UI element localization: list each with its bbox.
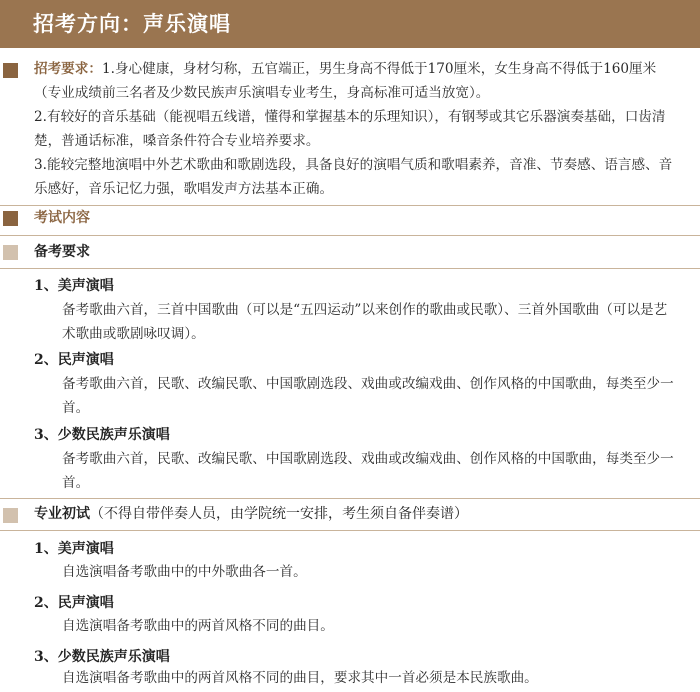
prep-item-2-heading: 2、民声演唱 <box>34 352 114 368</box>
requirement-item-3: 3.能较完整地演唱中外艺术歌曲和歌剧选段，具备良好的演唱气质和歌唱素养，音准、节奏感、语言感、音乐感好，音乐记忆力强，歌唱发声方法基本正确。 <box>34 157 673 197</box>
requirement-item-1: 1.身心健康，身材匀称，五官端正，男生身高不得低于170厘米，女生身高不得低于160厘米（专业成绩前三名者及少数民族声乐演唱专业考生，身高标准可适当放宽）。 <box>34 61 657 101</box>
prep-item-2-body: 备考歌曲六首，民歌、改编民歌、中国歌剧选段、戏曲或改编戏曲、创作风格的中国歌曲，每类至少一首。 <box>62 376 674 416</box>
divider <box>0 530 700 531</box>
exam-item-2-body: 自选演唱备考歌曲中的两首风格不同的曲目。 <box>62 618 334 634</box>
exam-content-heading: 考试内容 <box>34 210 90 226</box>
prep-item-1-body: 备考歌曲六首，三首中国歌曲（可以是“五四运动”以来创作的歌曲或民歌）、三首外国歌曲（可以是艺术歌曲或歌剧咏叹调）。 <box>62 302 668 342</box>
first-exam-note: （不得自带伴奏人员，由学院统一安排，考生须自备伴奏谱） <box>90 506 468 522</box>
divider <box>0 268 700 269</box>
prep-item-3-body: 备考歌曲六首，民歌、改编民歌、中国歌剧选段、戏曲或改编戏曲、创作风格的中国歌曲，每类至少一首。 <box>62 451 674 491</box>
first-exam-heading <box>34 504 468 524</box>
requirement-item-2: 2.有较好的音乐基础（能视唱五线谱，懂得和掌握基本的乐理知识），有钢琴或其它乐器演奏基础，口齿清楚，普通话标准，嗓音条件符合专业培养要求。 <box>34 109 666 149</box>
divider <box>0 235 700 236</box>
section-marker <box>3 211 18 226</box>
section-marker <box>3 63 18 78</box>
section-marker <box>3 245 18 260</box>
first-exam-title: 专业初试 <box>34 506 90 522</box>
requirements-block <box>34 57 682 105</box>
exam-item-3-body: 自选演唱备考歌曲中的两首风格不同的曲目，要求其中一首必须是本民族歌曲。 <box>62 670 538 686</box>
section-marker <box>3 508 18 523</box>
exam-item-1-body: 自选演唱备考歌曲中的中外歌曲各一首。 <box>62 564 307 580</box>
requirements-label: 招考要求： <box>34 61 102 77</box>
prep-item-1-heading: 1、美声演唱 <box>34 278 114 294</box>
exam-item-1-heading: 1、美声演唱 <box>34 541 114 557</box>
page-title: 招考方向：声乐演唱 <box>0 0 700 48</box>
exam-item-3-heading: 3、少数民族声乐演唱 <box>34 649 170 665</box>
exam-item-2-heading: 2、民声演唱 <box>34 595 114 611</box>
prep-item-3-heading: 3、少数民族声乐演唱 <box>34 427 170 443</box>
divider <box>0 498 700 499</box>
divider <box>0 205 700 206</box>
preparation-heading: 备考要求 <box>34 244 90 260</box>
